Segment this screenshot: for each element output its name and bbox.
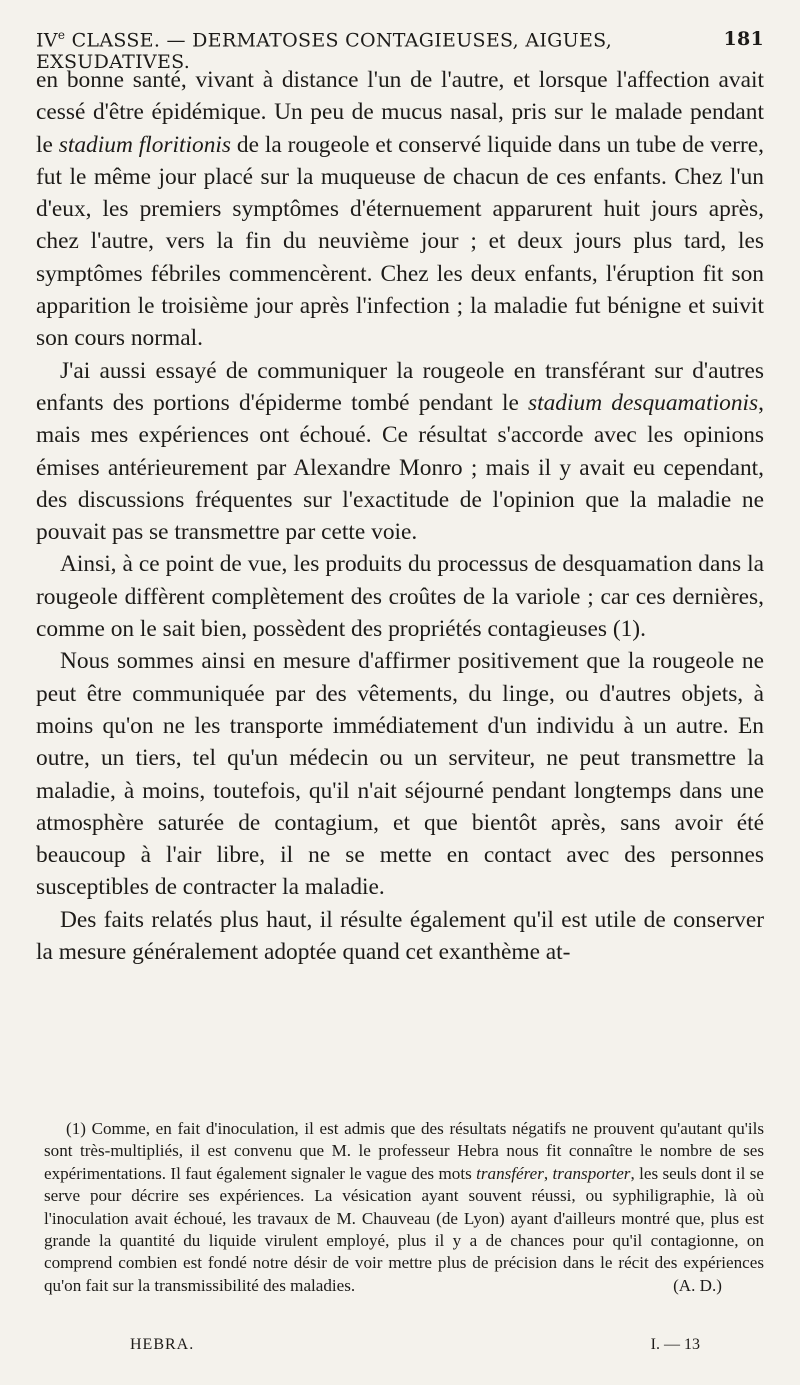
paragraph: [36, 64, 764, 355]
footnote-signature: (A. D.): [673, 1276, 722, 1296]
paragraph: [36, 904, 764, 969]
body-text: [36, 64, 764, 968]
page-footer: [130, 1336, 700, 1360]
text-run: J'ai aussi essayé de communiquer la rougeole en transférant sur d'autres enfants des portions d'épiderme tombé pendant le: [36, 357, 764, 416]
paragraph: [36, 355, 764, 549]
signature-mark: I. — 13: [650, 1336, 700, 1353]
text-run: en bonne santé, vivant à distance l'un de l'autre, et lorsque l'affection avait cessé d'être épidémique. Un peu de mucus nasal, pris sur le malade pendant le: [36, 67, 764, 158]
text-run: Des faits relatés plus haut, il résulte également qu'il est utile de conserver la mesure généralement adoptée quand cet exanthème at-: [36, 906, 764, 966]
paragraph: [36, 645, 764, 903]
text-run: ,: [543, 1163, 553, 1183]
footnotes: [44, 1118, 764, 1298]
footnote-1: [44, 1118, 764, 1297]
italic-term: stadium desquamationis: [528, 389, 759, 416]
italic-term: transférer: [476, 1163, 544, 1183]
class-numeral: IV: [36, 29, 58, 52]
text-run: Ainsi, à ce point de vue, les produits du processus de desquamation dans la rougeole diffèrent complètement des croûtes de la variole ; car ces dernières, comme on le sait bien, possèdent des propriétés contagieuses (1).: [36, 551, 764, 643]
running-title-text: CLASSE. — DERMATOSES CONTAGIEUSES, AIGUES, EXSUDATIVES.: [36, 29, 613, 74]
text-run: Nous sommes ainsi en mesure d'affirmer positivement que la rougeole ne peut être communiquée par des vêtements, du linge, ou d'autres objets, à moins qu'on ne les transporte immédiatement d'un individu à un autre. En outre, un tiers, tel qu'un médecin ou un serviteur, ne peut transmettre la maladie, à moins, toutefois, qu'il n'ait séjourné pendant longtemps dans une atmosphère saturée de contagium, et que bientôt après, sans avoir été beaucoup à l'air libre, il ne se mette en contact avec des personnes susceptibles de contracter la maladie.: [36, 648, 764, 901]
page-header: [36, 28, 764, 74]
text-run: , les seuls dont il se serve pour décrire ses expériences. La vésication ayant souvent réussi, ou syphiligraphie, là où l'inoculation avait échoué, les travaux de M. Chauveau (de Lyon) ayant d'ailleurs montré que, plus est grande la quantité du liquide virulent employé, plus il y a de chances pour qu'il contagionne, on comprend combien est fondé notre désir de voir mettre plus de précision dans le récit des expériences qu'on fait sur la transmissibilité des maladies.: [44, 1163, 765, 1295]
text-run: (1) Comme, en fait d'inoculation, il est admis que des résultats négatifs ne prouvent qu'autant qu'ils sont très-multipliés, il est convenu que M. le professeur Hebra nous fit connaître le nombre de ses expérimentations. Il faut également signaler le vague des mots: [44, 1119, 764, 1183]
page-number: 181: [723, 28, 764, 50]
text-run: de la rougeole et conservé liquide dans un tube de verre, fut le même jour placé sur la muqueuse de chacun de ces enfants. Chez l'un d'eux, les premiers symptômes d'éternuement apparurent huit jours après, chez l'autre, vers la fin du neuvième jour ; et deux jours plus tard, les symptômes fébriles commencèrent. Chez les deux enfants, l'éruption fit son apparition le troisième jour après l'infection ; la maladie fut bénigne et suivit son cours normal.: [36, 131, 764, 352]
class-numeral-sup: e: [57, 28, 66, 42]
text-run: , mais mes expériences ont échoué. Ce résultat s'accorde avec les opinions émises antérieurement par Alexandre Monro ; mais il y avait eu cependant, des discussions fréquentes sur l'exactitude de l'opinion que la maladie ne pouvait pas se transmettre par cette voie.: [36, 389, 764, 546]
italic-term: transporter: [552, 1163, 631, 1183]
italic-term: stadium floritionis: [58, 131, 232, 158]
paragraph: [36, 548, 764, 645]
printer-mark: HEBRA.: [130, 1336, 195, 1353]
